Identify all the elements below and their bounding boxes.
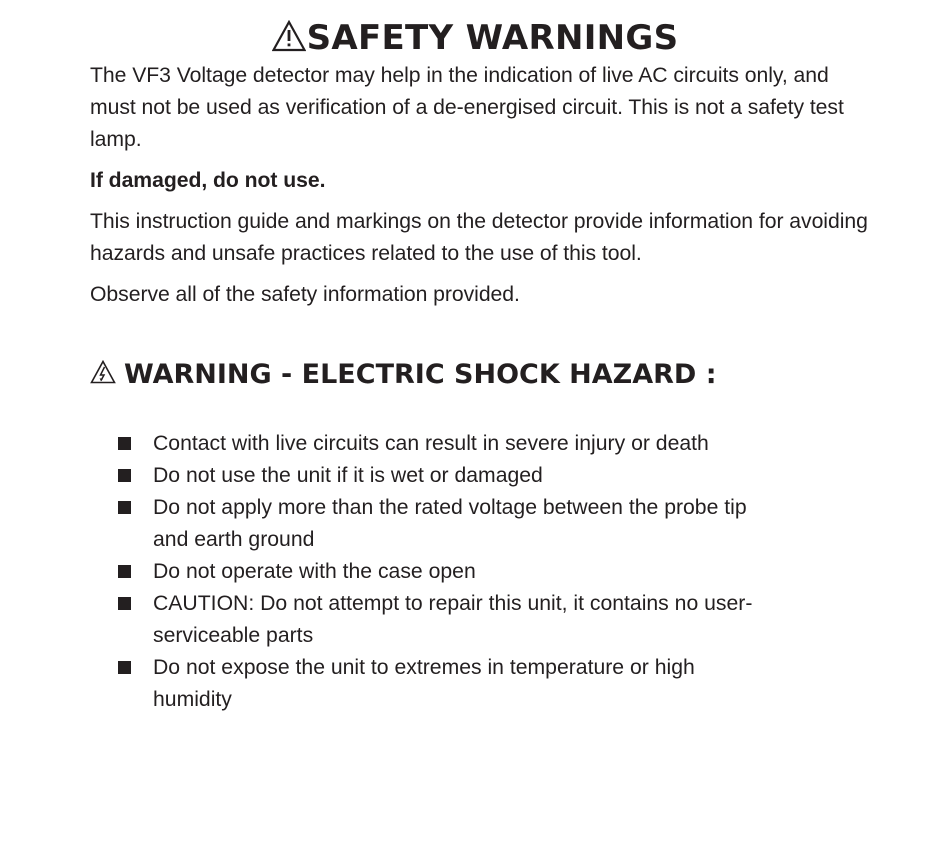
list-item (118, 652, 778, 716)
square-bullet-icon (118, 661, 131, 674)
list-item-text: Do not apply more than the rated voltage between the probe tip and earth ground (153, 496, 747, 551)
square-bullet-icon (118, 437, 131, 450)
damage-notice: If damaged, do not use. (90, 169, 326, 192)
list-item-text: Contact with live circuits can result in severe injury or death (153, 432, 709, 455)
list-item (118, 460, 778, 492)
list-item (118, 428, 778, 460)
list-item-text: Do not operate with the case open (153, 560, 476, 583)
square-bullet-icon (118, 469, 131, 482)
electric-shock-triangle-icon (90, 360, 116, 384)
page-title-text: SAFETY WARNINGS (306, 18, 679, 58)
square-bullet-icon (118, 565, 131, 578)
intro-paragraph-3: This instruction guide and markings on the detector provide information for avoiding hazards and unsafe practices related to the use of this tool. (90, 210, 868, 265)
list-item (118, 556, 778, 588)
square-bullet-icon (118, 597, 131, 610)
hazard-heading-text: WARNING - ELECTRIC SHOCK HAZARD : (124, 359, 717, 390)
list-item-text: CAUTION: Do not attempt to repair this unit, it contains no user-serviceable parts (153, 592, 753, 647)
list-item (118, 492, 778, 556)
list-item-text: Do not expose the unit to extremes in temperature or high humidity (153, 656, 695, 711)
intro-paragraph-1: The VF3 Voltage detector may help in the indication of live AC circuits only, and must not be used as verification of a de-energised circuit. This is not a safety test lamp. (90, 64, 844, 151)
hazard-heading (90, 356, 870, 394)
warning-triangle-icon (272, 20, 306, 52)
list-item (118, 588, 778, 652)
intro-paragraph-4: Observe all of the safety information provided. (90, 283, 520, 306)
square-bullet-icon (118, 501, 131, 514)
page-title (90, 16, 860, 60)
warning-list (118, 428, 778, 716)
list-item-text: Do not use the unit if it is wet or damaged (153, 464, 543, 487)
